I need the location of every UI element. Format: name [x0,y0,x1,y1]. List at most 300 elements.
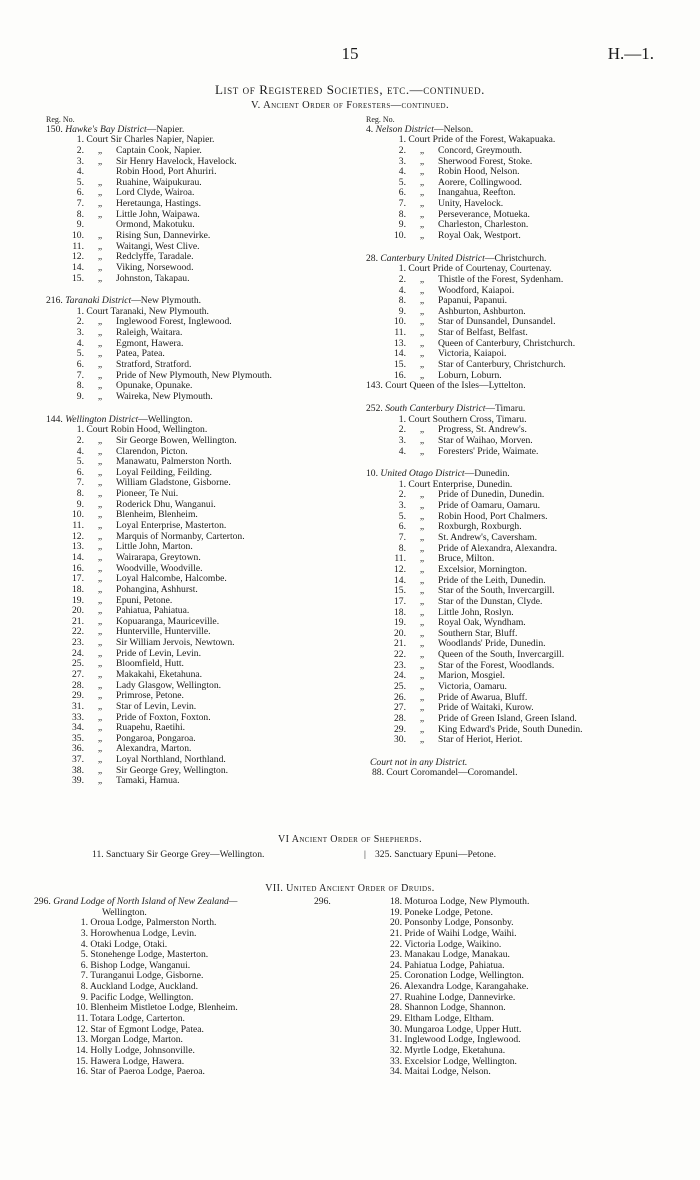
druids-right-reg-number: 296. [314,896,331,907]
court-name: Pride of Oamaru, Oamaru. [438,500,541,512]
ditto-mark: „ [97,764,103,776]
ditto-mark: „ [97,316,103,328]
ditto-mark: „ [97,498,103,510]
court-number: 16. [72,562,84,574]
ditto-mark: „ [97,369,103,381]
court-name: Pioneer, Te Nui. [116,488,179,500]
court-name: Southern Cross, Timaru. [432,413,527,425]
court-entry [46,242,346,253]
court-name: Southern Star, Bluff. [438,627,518,639]
court-entry [366,286,666,297]
court-number: 7. [398,532,406,544]
court-number: 11. [72,520,84,532]
ditto-mark: „ [97,605,103,617]
district-name: Hawke's Bay District [65,123,147,135]
lodge-entry [376,1067,676,1078]
court-name: Egmont, Hawera. [116,337,184,349]
court-entry [46,392,346,403]
ditto-mark: „ [97,615,103,627]
court-not-in-district-heading-text: Court not in any District. [370,756,468,768]
lodge-number: 28. [390,1002,402,1014]
court-number: 7. [76,477,84,489]
court-entry [46,339,346,350]
lodge-name: Holly Lodge, Johnsonville. [88,1044,195,1056]
court-name: Loyal Halcombe, Halcombe. [116,573,227,585]
district-name: United Otago District [380,468,465,480]
court-number: 8. [398,295,406,307]
court-name: Waitangi, West Clive. [116,240,200,252]
court-name: Lord Clyde, Wairoa. [116,187,195,199]
court-name: Star of the Dunstan, Clyde. [438,595,543,607]
ditto-mark: „ [419,230,425,241]
grand-lodge-town: Wellington. [102,906,147,918]
ditto-mark: „ [97,477,103,489]
court-number: 11. [394,327,406,339]
lodge-number: 4. [80,938,88,950]
court-number: 28. [394,712,406,724]
court-word: Court [406,478,433,490]
district-town: —New Plymouth. [131,295,202,307]
court-name: Pride of New Plymouth, New Plymouth. [116,369,272,381]
court-name: Epuni, Petone. [116,594,173,606]
ditto-mark: „ [419,273,425,285]
court-name: Makakahi, Eketahuna. [116,668,203,680]
ditto-mark: „ [419,144,425,156]
court-number: 10. [72,230,84,241]
ditto-mark: „ [419,606,425,618]
lodge-name: Alexandra Lodge, Karangahake. [402,981,529,993]
court-entry [366,178,666,189]
ditto-mark: „ [97,198,103,210]
court-number: 8. [76,380,84,392]
ditto-mark: „ [97,337,103,349]
court-number: 1. [76,305,84,317]
court-name: Star of Heriot, Heriot. [438,734,523,746]
court-name: Viking, Norsewood. [116,261,194,273]
lodge-number: 29. [390,1013,402,1025]
court-name: Inangahua, Reefton. [438,187,516,199]
court-number: 11. [72,240,84,252]
court-number: 8. [398,208,406,220]
court-name: Marion, Mosgiel. [438,670,505,682]
ditto-mark: „ [97,562,103,574]
ditto-mark: „ [97,466,103,478]
court-name: Concord, Greymouth. [438,144,522,156]
court-name: Pride of Waitaki, Kurow. [438,702,534,714]
court-number: 10. [394,316,406,328]
ditto-mark: „ [97,541,103,553]
court-entry [46,713,346,724]
lodge-name: Ruahine Lodge, Dannevirke. [402,991,516,1003]
court-number: 9. [76,498,84,510]
court-name: Sherwood Forest, Stoke. [438,155,533,167]
court-name: Alexandra, Marton. [116,743,192,755]
ditto-mark: „ [97,573,103,585]
court-number: 2. [76,434,84,446]
ditto-mark: „ [97,208,103,220]
court-number: 1. [398,263,406,275]
court-number: 6. [76,359,84,371]
ditto-mark: „ [419,198,425,210]
court-number: 1. [398,134,406,146]
ditto-mark: „ [97,272,103,284]
lodge-name: Star of Paeroa Lodge, Paeroa. [88,1066,205,1078]
district-reg-number: 4. [366,123,376,135]
court-entry [46,263,346,274]
court-name: Captain Cook, Napier. [116,144,202,156]
lodge-number: 14. [76,1044,88,1056]
ditto-mark: „ [97,456,103,468]
ditto-mark: „ [97,743,103,755]
ditto-mark: „ [97,637,103,649]
lodge-number: 12. [76,1023,88,1035]
court-number: 6. [398,521,406,533]
lodge-name: Shannon Lodge, Shannon. [402,1002,506,1014]
court-number: 7. [76,198,84,210]
district-town: —Christchurch. [484,252,547,264]
ditto-mark: „ [419,348,425,360]
court-number: 22. [394,649,406,661]
court-name: Roxburgh, Roxburgh. [438,521,522,533]
court-name: Clarendon, Picton. [116,445,188,457]
lodge-number: 21. [390,927,402,939]
ditto-mark: „ [97,711,103,723]
ditto-mark: „ [419,712,425,724]
court-number: 4. [76,445,84,457]
court-number: 33. [72,711,84,723]
ditto-mark: „ [97,380,103,392]
lodge-name: Coronation Lodge, Wellington. [402,970,524,982]
court-number: 19. [394,617,406,629]
court-number: 10. [72,509,84,521]
court-name: Excelsior, Mornington. [438,563,527,575]
court-number: 21. [72,615,84,627]
ditto-mark: „ [419,627,425,639]
court-name: Pongaroa, Pongaroa. [116,732,196,744]
court-entry [366,275,666,286]
left-column [46,116,346,787]
court-name: Woodlands' Pride, Dunedin. [438,638,546,650]
ditto-mark: „ [97,679,103,691]
court-name: Victoria, Oamaru. [438,680,507,692]
court-entry [366,597,666,608]
ditto-mark: „ [97,390,103,402]
district-reg-number: 150. [46,123,66,135]
druids-reg-number: 296. [34,896,54,907]
court-name: Bloomfield, Hutt. [116,658,184,670]
court-name: Royal Oak, Wyndham. [438,617,526,629]
ditto-mark: „ [419,176,425,188]
court-entry [46,734,346,745]
court-name: Star of the Forest, Woodlands. [438,659,555,671]
lodge-number: 26. [390,981,402,993]
court-name: Tamaki, Hamua. [116,775,180,787]
ditto-mark: „ [419,574,425,586]
ditto-mark: „ [97,488,103,500]
ditto-mark: „ [97,176,103,188]
court-name: Pride of Alexandra, Alexandra. [438,542,558,554]
lodge-number: 15. [76,1055,88,1067]
lodge-name: Stonehenge Lodge, Masterton. [88,949,209,961]
shepherds-divider: | [364,849,366,860]
right-column [366,116,666,779]
court-number: 35. [72,732,84,744]
court-number: 3. [398,434,406,446]
district-name: Canterbury United District [380,252,485,264]
district-town: —Napier. [146,123,185,135]
ditto-mark: „ [419,445,425,457]
court-name: William Gladstone, Gisborne. [116,477,231,489]
court-number: 20. [72,605,84,617]
court-number: 29. [394,723,406,735]
district-reg-number: 252. [366,402,386,414]
court-number: 39. [72,775,84,787]
court-name: Pride of Foxton, Foxton. [116,711,211,723]
court-name: Kopuaranga, Mauriceville. [116,615,220,627]
ditto-mark: „ [419,553,425,565]
lodge-number: 19. [390,906,402,918]
lodge-name: Bishop Lodge, Wanganui. [88,959,191,971]
grand-lodge-name: Grand Lodge of North Island of New Zealand— [53,896,238,907]
court-number: 26. [394,691,406,703]
ditto-mark: „ [419,532,425,544]
court-number: 12. [72,530,84,542]
lodge-name: Myrtle Lodge, Eketahuna. [402,1044,506,1056]
court-name: Pride of Levin, Levin. [116,647,201,659]
court-name: Ashburton, Ashburton. [438,305,526,317]
district-reg-number: 10. [366,468,381,480]
lodge-name: Morgan Lodge, Marton. [88,1034,183,1046]
ditto-mark: „ [97,509,103,521]
lodge-name: Inglewood Lodge, Inglewood. [402,1034,521,1046]
court-number: 24. [72,647,84,659]
court-name: Pride of Green Island, Green Island. [438,712,577,724]
lodge-number: 18. [390,896,402,907]
ditto-mark: „ [419,295,425,307]
court-entry [366,735,666,746]
court-name: Sir George Bowen, Wellington. [116,434,237,446]
court-number: 38. [72,764,84,776]
court-word: Court [84,134,111,146]
court-number: 6. [398,187,406,199]
court-number: 23. [72,637,84,649]
court-name: Enterprise, Dunedin. [432,478,513,490]
reg-no-header: Reg. No. [46,115,75,124]
court-name: Roderick Dhu, Wanganui. [116,498,216,510]
court-number: 7. [398,198,406,210]
court-name: Taranaki, New Plymouth. [110,305,209,317]
shepherds-right-entry: 325. Sanctuary Epuni—Petone. [375,849,496,860]
ditto-mark: „ [419,305,425,317]
court-number: 1. [398,413,406,425]
court-name: Queen of the South, Invercargill. [438,649,565,661]
lodge-number: 22. [390,938,402,950]
court-name: Pride of the Leith, Dunedin. [438,574,546,586]
lodge-name: Pride of Waihi Lodge, Waihi. [402,927,517,939]
court-entry [46,210,346,221]
court-number: 7. [76,369,84,381]
ditto-mark: „ [97,551,103,563]
ditto-mark: „ [419,208,425,220]
court-entry [46,274,346,285]
lodge-name: Totara Lodge, Carterton. [88,1013,185,1025]
ditto-mark: „ [97,530,103,542]
district-town: —Nelson. [433,123,474,135]
lodge-entry [62,1067,352,1078]
court-number: 1. [76,134,84,146]
court-name: Robin Hood, Port Ahuriri. [116,166,217,178]
ditto-mark: „ [419,659,425,671]
ditto-mark: „ [419,155,425,167]
court-number: 14. [394,574,406,586]
druids-heading: VII. United Ancient Order of Druids. [265,883,435,894]
ditto-mark: „ [419,424,425,436]
district-name: South Canterbury District [385,402,486,414]
court-number: 9. [398,305,406,317]
court-name: Blenheim, Blenheim. [116,509,198,521]
ditto-mark: „ [97,327,103,339]
court-name: Ormond, Makotuku. [116,219,195,231]
court-entry [46,532,346,543]
court-name: Pride of the Forest, Wakapuaka. [432,134,556,146]
lodge-name: Pacific Lodge, Wellington. [88,991,194,1003]
court-number: 29. [72,690,84,702]
ditto-mark: „ [419,723,425,735]
court-name: Woodville, Woodville. [116,562,203,574]
lodge-name: Turanganui Lodge, Gisborne. [88,970,204,982]
court-name: St. Andrew's, Caversham. [438,532,537,544]
ditto-mark: „ [419,510,425,522]
court-name: Pride of Courtenay, Courtenay. [432,263,552,275]
court-name: Raleigh, Waitara. [116,327,183,339]
ditto-mark: „ [97,732,103,744]
court-entry [46,776,346,787]
court-number: 5. [398,176,406,188]
court-name: Rising Sun, Dannevirke. [116,230,211,241]
court-number: 12. [394,563,406,575]
lodge-name: Horowhenua Lodge, Levin. [88,927,197,939]
ditto-mark: „ [97,359,103,371]
ditto-mark: „ [419,284,425,296]
court-name: Robin Hood, Wellington. [110,424,208,436]
court-number: 22. [72,626,84,638]
ditto-mark: „ [419,434,425,446]
court-name: Royal Oak, Westport. [438,230,521,241]
court-name: Victoria, Kaiapoi. [438,348,507,360]
court-number: 13. [72,541,84,553]
court-name: Unity, Havelock. [438,198,504,210]
court-name: Marquis of Normanby, Carterton. [116,530,245,542]
court-entry [46,178,346,189]
ditto-mark: „ [419,500,425,512]
court-entry [366,661,666,672]
ditto-mark: „ [97,230,103,241]
court-word: Court [406,263,433,275]
court-number: 14. [72,551,84,563]
court-number: 2. [398,424,406,436]
court-number: 12. [72,251,84,263]
court-entry [366,671,666,682]
court-entry [46,317,346,328]
court-not-in-district-entry: 88. Court Coromandel—Coromandel. [372,767,518,779]
lodge-number: 30. [390,1023,402,1035]
ditto-mark: „ [97,261,103,273]
lodge-name: Ponsonby Lodge, Ponsonby. [402,917,514,929]
court-number: 8. [398,542,406,554]
lodge-number: 5. [80,949,88,961]
reg-no-header: Reg. No. [366,115,395,124]
page-title: List of Registered Societies, etc.—continued. [214,82,486,97]
court-entry [46,723,346,734]
court-name: King Edward's Pride, South Dunedin. [438,723,583,735]
court-number: 1. [398,478,406,490]
court-number: 19. [72,594,84,606]
court-number: 3. [76,155,84,167]
court-number: 10. [394,230,406,241]
district-reg-number: 28. [366,252,381,264]
lodge-name: Mungaroa Lodge, Upper Hutt. [402,1023,522,1035]
ditto-mark: „ [97,520,103,532]
court-number: 18. [394,606,406,618]
shepherds-heading: VI Ancient Order of Shepherds. [278,834,422,845]
court-name: Aorere, Collingwood. [438,176,522,188]
ditto-mark: „ [97,626,103,638]
lodge-name: Eltham Lodge, Eltham. [402,1013,494,1025]
court-name: Thistle of the Forest, Sydenham. [438,273,564,285]
lodge-name: Star of Egmont Lodge, Patea. [88,1023,204,1035]
court-number: 2. [398,489,406,501]
ditto-mark: „ [419,691,425,703]
court-word: Court [84,424,111,436]
lodge-number: 1. [80,917,88,929]
court-number: 18. [72,583,84,595]
lodge-number: 10. [76,1002,88,1014]
ditto-mark: „ [419,316,425,328]
lodge-number: 6. [80,959,88,971]
druids-right-column [314,896,676,1078]
court-name: Foresters' Pride, Waimate. [438,445,539,457]
court-name: Sir Henry Havelock, Havelock. [116,155,237,167]
court-entry [46,649,346,660]
lodge-number: 34. [390,1066,402,1078]
lodge-number: 20. [390,917,402,929]
ditto-mark: „ [97,647,103,659]
district-name: Taranaki District [65,295,132,307]
lodge-name: Excelsior Lodge, Wellington. [402,1055,517,1067]
court-number: 6. [76,466,84,478]
lodge-name: Hawera Lodge, Hawera. [88,1055,185,1067]
court-name: Star of Belfast, Belfast. [438,327,528,339]
ditto-mark: „ [419,702,425,714]
district-town: —Timaru. [485,402,526,414]
ditto-mark: „ [419,489,425,501]
court-name: Woodford, Kaiapoi. [438,284,515,296]
court-number: 17. [394,595,406,607]
court-number: 5. [76,348,84,360]
lodge-number: 8. [80,981,88,993]
lodge-name: Auckland Lodge, Auckland. [88,981,199,993]
court-number: 2. [76,316,84,328]
lodge-number: 32. [390,1044,402,1056]
court-entry-extra: 143. Court Queen of the Isles—Lyttelton. [366,380,526,392]
court-entry [46,436,346,447]
court-number: 3. [398,500,406,512]
court-word: Court [406,134,433,146]
court-name: Inglewood Forest, Inglewood. [116,316,232,328]
ditto-mark: „ [97,754,103,766]
court-name: Papanui, Papanui. [438,295,508,307]
lodge-number: 23. [390,949,402,961]
